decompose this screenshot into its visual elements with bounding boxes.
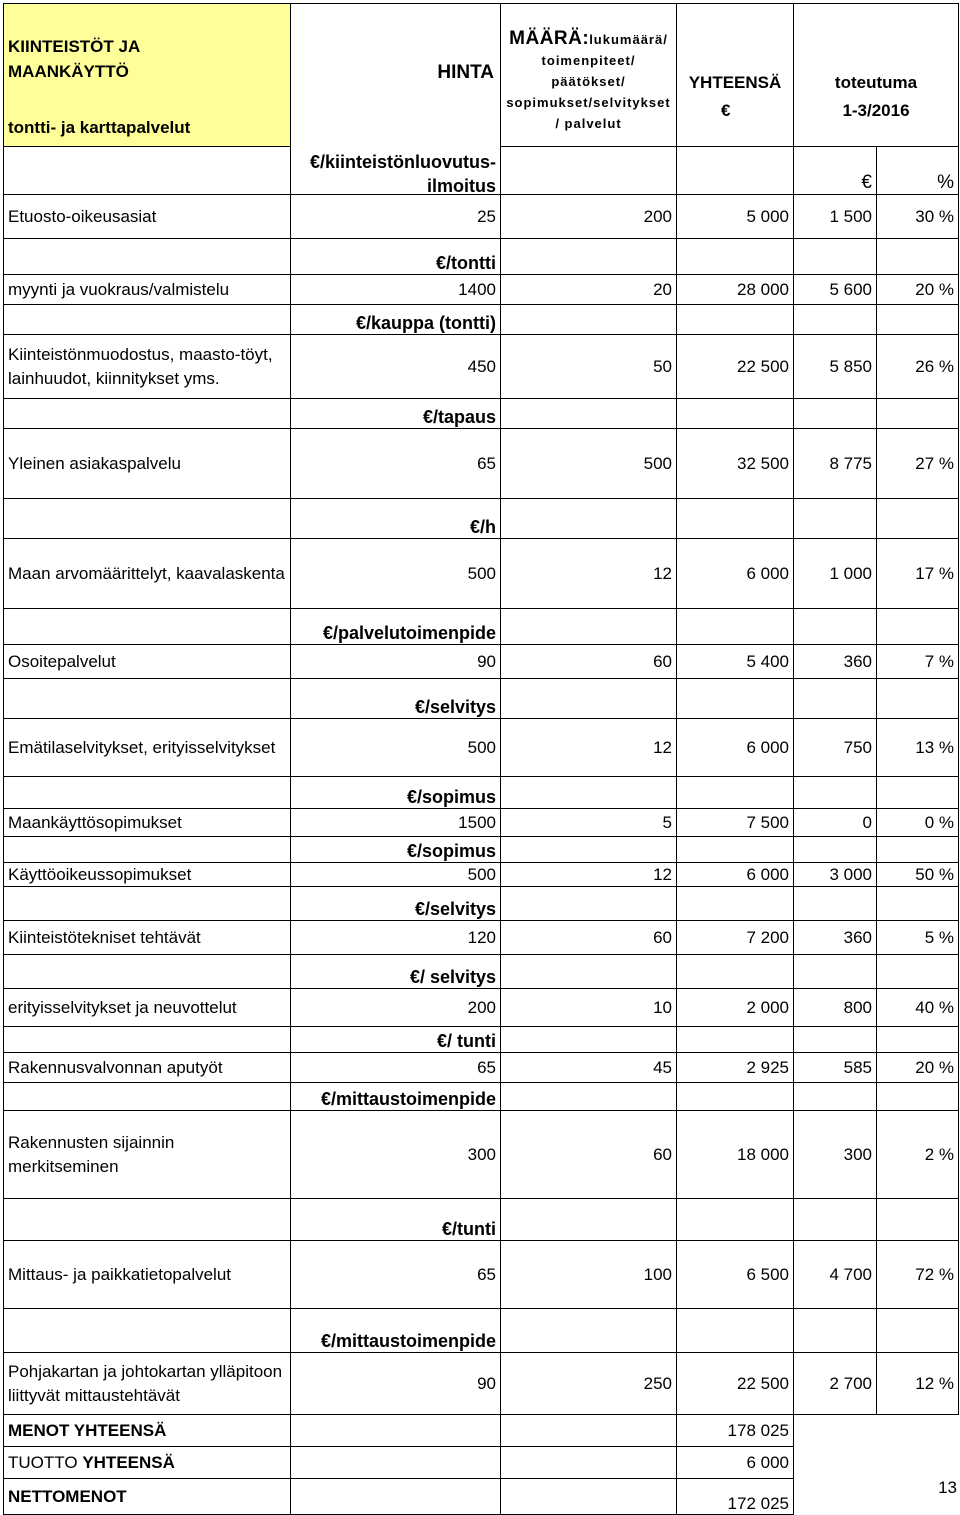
header-spacer bbox=[4, 146, 291, 194]
yhteensa-value: 22 500 bbox=[677, 335, 794, 399]
hinta-value: 65 bbox=[291, 429, 501, 499]
table-row bbox=[4, 1353, 959, 1415]
row-label: Pohjakartan ja johtokartan ylläpitoon liittyvät mittaustehtävät bbox=[4, 1353, 291, 1415]
table-row bbox=[4, 335, 959, 399]
tuotto-label-a: TUOTTO bbox=[8, 1452, 78, 1472]
row-label: Osoitepalvelut bbox=[4, 645, 291, 679]
pct-value: 20 % bbox=[877, 1053, 959, 1083]
maara-value: 500 bbox=[501, 429, 677, 499]
pct-value: 20 % bbox=[877, 275, 959, 305]
maara-sub1: lukumäärä/ bbox=[589, 31, 668, 47]
yhteensa-unit: € bbox=[721, 100, 731, 120]
toteutuma-eur-unit: € bbox=[794, 146, 877, 194]
page-number: 13 bbox=[938, 1478, 957, 1497]
yhteensa-value: 6 000 bbox=[677, 863, 794, 887]
hinta-value: 300 bbox=[291, 1111, 501, 1199]
yhteensa-value: 2 925 bbox=[677, 1053, 794, 1083]
unit-label: €/selvitys bbox=[291, 679, 501, 719]
tuotto-label-b: YHTEENSÄ bbox=[82, 1452, 175, 1472]
table-row bbox=[4, 645, 959, 679]
section-title-cell bbox=[4, 4, 291, 147]
yhteensa-value: 5 400 bbox=[677, 645, 794, 679]
hinta-value: 1400 bbox=[291, 275, 501, 305]
unit-label: €/mittaustoimenpide bbox=[291, 1309, 501, 1353]
tuotto-label bbox=[4, 1447, 291, 1479]
unit-label: €/ selvitys bbox=[291, 955, 501, 989]
table-row bbox=[4, 195, 959, 239]
toteutuma-value: 800 bbox=[794, 989, 877, 1027]
unit-label: €/ tunti bbox=[291, 1027, 501, 1053]
unit-label: €/palvelutoimenpide bbox=[291, 609, 501, 645]
pct-value: 17 % bbox=[877, 539, 959, 609]
netto-value: 172 025 bbox=[677, 1479, 794, 1515]
toteutuma-value: 0 bbox=[794, 809, 877, 837]
unit-label: €/selvitys bbox=[291, 887, 501, 921]
row-label: myynti ja vuokraus/valmistelu bbox=[4, 275, 291, 305]
toteutuma-value: 1 500 bbox=[794, 195, 877, 239]
header-toteutuma bbox=[794, 4, 959, 147]
row-label: Rakennusten sijainnin merkitseminen bbox=[4, 1111, 291, 1199]
hinta-value: 90 bbox=[291, 645, 501, 679]
pct-value: 7 % bbox=[877, 645, 959, 679]
hinta-value: 450 bbox=[291, 335, 501, 399]
toteutuma-value: 1 000 bbox=[794, 539, 877, 609]
pct-value: 0 % bbox=[877, 809, 959, 837]
unit-label: €/tontti bbox=[291, 239, 501, 275]
table-row bbox=[4, 1053, 959, 1083]
row-label: erityisselvitykset ja neuvottelut bbox=[4, 989, 291, 1027]
table-row bbox=[4, 429, 959, 499]
maara-value: 60 bbox=[501, 921, 677, 955]
section-title-line1: KIINTEISTÖT JA bbox=[8, 37, 141, 56]
row-label: Kiinteistönmuodostus, maasto-töyt, lainhuudot, kiinnitykset yms. bbox=[4, 335, 291, 399]
toteutuma-value: 4 700 bbox=[794, 1241, 877, 1309]
maara-value: 12 bbox=[501, 539, 677, 609]
yhteensa-value: 7 500 bbox=[677, 809, 794, 837]
yhteensa-value: 6 000 bbox=[677, 539, 794, 609]
toteutuma-value: 8 775 bbox=[794, 429, 877, 499]
table-row bbox=[4, 921, 959, 955]
menot-label: MENOT YHTEENSÄ bbox=[4, 1415, 291, 1447]
maara-sub4: sopimukset/selvitykset bbox=[506, 94, 671, 110]
pct-value: 40 % bbox=[877, 989, 959, 1027]
header-maara bbox=[501, 4, 677, 147]
hinta-value: 500 bbox=[291, 863, 501, 887]
header-hinta bbox=[291, 4, 501, 195]
hinta-unit: €/kiinteistönluovutus-ilmoitus bbox=[309, 152, 496, 195]
maara-value: 200 bbox=[501, 195, 677, 239]
table-row bbox=[4, 719, 959, 777]
pct-value: 50 % bbox=[877, 863, 959, 887]
hinta-value: 1500 bbox=[291, 809, 501, 837]
pct-value: 13 % bbox=[877, 719, 959, 777]
maara-value: 5 bbox=[501, 809, 677, 837]
table-row bbox=[4, 863, 959, 887]
hinta-value: 65 bbox=[291, 1053, 501, 1083]
table-row bbox=[4, 989, 959, 1027]
table-row bbox=[4, 1241, 959, 1309]
toteutuma-value: 750 bbox=[794, 719, 877, 777]
yhteensa-value: 6 000 bbox=[677, 719, 794, 777]
row-label: Käyttöoikeussopimukset bbox=[4, 863, 291, 887]
unit-label: €/tapaus bbox=[291, 399, 501, 429]
toteutuma-value: 360 bbox=[794, 921, 877, 955]
maara-sub5: / palvelut bbox=[555, 115, 622, 131]
maara-value: 10 bbox=[501, 989, 677, 1027]
toteutuma-value: 2 700 bbox=[794, 1353, 877, 1415]
netto-row bbox=[4, 1479, 959, 1515]
row-label: Etuosto-oikeusasiat bbox=[4, 195, 291, 239]
yhteensa-heading: YHTEENSÄ bbox=[688, 72, 782, 92]
yhteensa-value: 7 200 bbox=[677, 921, 794, 955]
toteutuma-value: 3 000 bbox=[794, 863, 877, 887]
unit-label: €/sopimus bbox=[291, 777, 501, 809]
hinta-value: 200 bbox=[291, 989, 501, 1027]
toteutuma-value: 5 600 bbox=[794, 275, 877, 305]
maara-value: 50 bbox=[501, 335, 677, 399]
maara-value: 45 bbox=[501, 1053, 677, 1083]
toteutuma-value: 360 bbox=[794, 645, 877, 679]
toteutuma-heading: toteutuma bbox=[834, 72, 918, 92]
table-row bbox=[4, 1111, 959, 1199]
row-label: Yleinen asiakaspalvelu bbox=[4, 429, 291, 499]
maara-value: 12 bbox=[501, 863, 677, 887]
yhteensa-value: 28 000 bbox=[677, 275, 794, 305]
maara-value: 60 bbox=[501, 645, 677, 679]
yhteensa-value: 2 000 bbox=[677, 989, 794, 1027]
header-yhteensa bbox=[677, 4, 794, 147]
yhteensa-value: 22 500 bbox=[677, 1353, 794, 1415]
hinta-value: 500 bbox=[291, 719, 501, 777]
tuotto-row bbox=[4, 1447, 959, 1479]
maara-value: 60 bbox=[501, 1111, 677, 1199]
pct-value: 12 % bbox=[877, 1353, 959, 1415]
row-label: Maankäyttösopimukset bbox=[4, 809, 291, 837]
unit-label: €/mittaustoimenpide bbox=[291, 1083, 501, 1111]
row-label: Kiinteistötekniset tehtävät bbox=[4, 921, 291, 955]
tuotto-value: 6 000 bbox=[677, 1447, 794, 1479]
toteutuma-period: 1-3/2016 bbox=[842, 100, 910, 120]
hinta-value: 120 bbox=[291, 921, 501, 955]
pct-value: 2 % bbox=[877, 1111, 959, 1199]
maara-value: 12 bbox=[501, 719, 677, 777]
table-row bbox=[4, 275, 959, 305]
maara-heading: MÄÄRÄ: bbox=[509, 27, 590, 49]
toteutuma-value: 300 bbox=[794, 1111, 877, 1199]
pct-value: 27 % bbox=[877, 429, 959, 499]
menot-value: 178 025 bbox=[677, 1415, 794, 1447]
unit-label: €/kauppa (tontti) bbox=[291, 305, 501, 335]
toteutuma-value: 5 850 bbox=[794, 335, 877, 399]
hinta-value: 500 bbox=[291, 539, 501, 609]
header-spacer bbox=[501, 146, 677, 194]
maara-value: 100 bbox=[501, 1241, 677, 1309]
yhteensa-value: 6 500 bbox=[677, 1241, 794, 1309]
pct-value: 30 % bbox=[877, 195, 959, 239]
yhteensa-value: 32 500 bbox=[677, 429, 794, 499]
unit-label: €/tunti bbox=[291, 1199, 501, 1241]
unit-label: €/sopimus bbox=[291, 837, 501, 863]
menot-row bbox=[4, 1415, 959, 1447]
yhteensa-value: 5 000 bbox=[677, 195, 794, 239]
section-title-line2: MAANKÄYTTÖ bbox=[8, 62, 129, 81]
row-label: Rakennusvalvonnan aputyöt bbox=[4, 1053, 291, 1083]
pct-value: 5 % bbox=[877, 921, 959, 955]
toteutuma-value: 585 bbox=[794, 1053, 877, 1083]
maara-value: 250 bbox=[501, 1353, 677, 1415]
maara-sub2: toimenpiteet/ bbox=[541, 52, 636, 68]
yhteensa-value: 18 000 bbox=[677, 1111, 794, 1199]
netto-label: NETTOMENOT bbox=[4, 1479, 291, 1515]
unit-label: €/h bbox=[291, 499, 501, 539]
header-spacer bbox=[677, 146, 794, 194]
row-label: Mittaus- ja paikkatietopalvelut bbox=[4, 1241, 291, 1309]
hinta-heading: HINTA bbox=[437, 62, 494, 83]
toteutuma-pct-unit: % bbox=[877, 146, 959, 194]
budget-table bbox=[3, 3, 959, 1515]
section-subtitle: tontti- ja karttapalvelut bbox=[8, 118, 191, 137]
hinta-value: 90 bbox=[291, 1353, 501, 1415]
table-row bbox=[4, 809, 959, 837]
row-label: Emätilaselvitykset, erityisselvitykset bbox=[4, 719, 291, 777]
hinta-value: 25 bbox=[291, 195, 501, 239]
maara-value: 20 bbox=[501, 275, 677, 305]
pct-value: 72 % bbox=[877, 1241, 959, 1309]
pct-value: 26 % bbox=[877, 335, 959, 399]
hinta-value: 65 bbox=[291, 1241, 501, 1309]
table-row bbox=[4, 539, 959, 609]
maara-sub3: päätökset/ bbox=[551, 73, 626, 89]
row-label: Maan arvomäärittelyt, kaavalaskenta bbox=[4, 539, 291, 609]
